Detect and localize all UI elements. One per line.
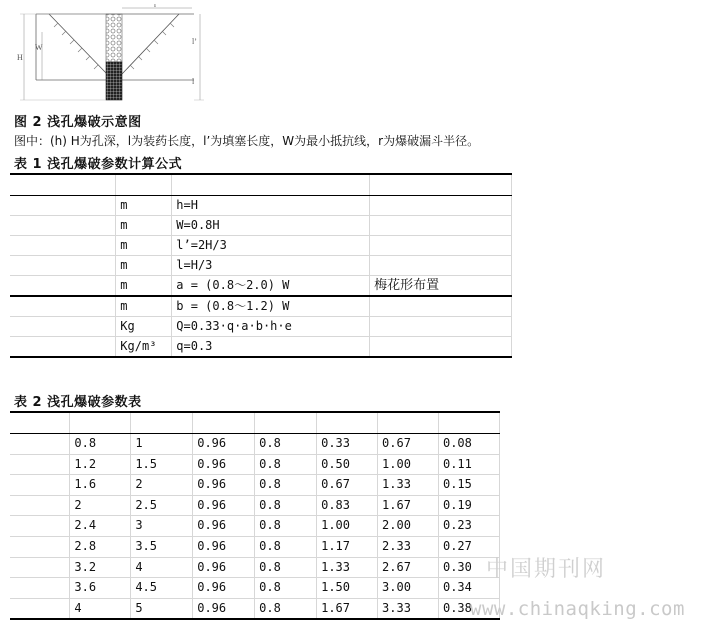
table-cell: 1.2 — [70, 454, 131, 475]
header-cell — [10, 412, 70, 434]
table-cell: 3.6 — [70, 578, 131, 599]
param-cell — [10, 196, 116, 216]
table-row — [10, 516, 500, 537]
formula-cell: Q=0.33·q·a·b·h·e — [172, 317, 370, 337]
table-row — [10, 495, 500, 516]
formula-cell: a = (0.8～2.0) W — [172, 276, 370, 297]
header-cell — [116, 174, 172, 196]
table-cell: 0.19 — [438, 495, 499, 516]
note-cell — [370, 256, 512, 276]
param-cell — [10, 296, 116, 317]
table-row — [10, 578, 500, 599]
table-cell: 2 — [70, 495, 131, 516]
table-cell: 1.5 — [131, 454, 193, 475]
table-cell: 0.96 — [193, 578, 255, 599]
hatch-right — [130, 23, 174, 69]
table-cell: 1.67 — [317, 598, 378, 619]
table-cell: 0.33 — [317, 434, 378, 455]
label-W: W — [35, 43, 43, 52]
table-cell: 0.83 — [317, 495, 378, 516]
header-cell — [10, 174, 116, 196]
table-cell: 1.00 — [317, 516, 378, 537]
unit-cell: m — [116, 296, 172, 317]
unit-cell: m — [116, 216, 172, 236]
table-cell: 0.15 — [438, 475, 499, 496]
formula-cell: l=H/3 — [172, 256, 370, 276]
table-row — [10, 434, 500, 455]
header-cell — [438, 412, 499, 434]
table-cell: 1.33 — [317, 557, 378, 578]
formula-table — [10, 173, 512, 358]
table-row — [10, 276, 512, 297]
table-cell: 0.8 — [255, 557, 317, 578]
label-H: H — [17, 53, 23, 62]
figure-title: 图 2 浅孔爆破示意图 — [14, 115, 142, 130]
note-cell — [370, 236, 512, 256]
table-cell: 0.96 — [193, 536, 255, 557]
header-cell — [378, 412, 439, 434]
table-row — [10, 557, 500, 578]
table-cell — [10, 557, 70, 578]
formula-cell: W=0.8H — [172, 216, 370, 236]
watermark-url: www.chinaqking.com — [470, 598, 685, 620]
table1-title: 表 1 浅孔爆破参数计算公式 — [14, 157, 183, 172]
table-cell: 0.8 — [255, 578, 317, 599]
note-cell: 梅花形布置 — [370, 276, 512, 297]
table-row — [10, 598, 500, 619]
table-cell — [10, 578, 70, 599]
stemming-section — [106, 14, 122, 62]
table-row — [10, 216, 512, 236]
blasting-diagram — [14, 4, 214, 102]
table-cell — [10, 598, 70, 619]
table-cell: 3 — [131, 516, 193, 537]
table-cell: 0.8 — [255, 536, 317, 557]
table-cell: 1.17 — [317, 536, 378, 557]
table2-body — [10, 434, 500, 620]
label-l: l — [192, 77, 195, 86]
table-cell: 0.8 — [255, 434, 317, 455]
watermark-logo-text: 中国期刊网 — [486, 557, 607, 582]
table2-title: 表 2 浅孔爆破参数表 — [14, 395, 142, 410]
charge-section — [106, 62, 122, 100]
table-cell: 5 — [131, 598, 193, 619]
table-cell: 0.67 — [378, 434, 439, 455]
table-cell: 2 — [131, 475, 193, 496]
formula-cell: l’=2H/3 — [172, 236, 370, 256]
note-cell — [370, 296, 512, 317]
table-cell — [10, 536, 70, 557]
table-cell: 0.8 — [255, 516, 317, 537]
table-cell — [10, 516, 70, 537]
header-cell — [255, 412, 317, 434]
label-r: r — [154, 4, 157, 9]
table-cell: 3.33 — [378, 598, 439, 619]
table-cell: 0.30 — [438, 557, 499, 578]
table-cell: 0.50 — [317, 454, 378, 475]
table-cell: 3.5 — [131, 536, 193, 557]
hatch-left — [54, 23, 98, 69]
table-cell: 1.33 — [378, 475, 439, 496]
formula-cell: q=0.3 — [172, 337, 370, 358]
table-row — [10, 296, 512, 317]
param-cell — [10, 276, 116, 297]
table-row — [10, 196, 512, 216]
table-cell: 0.34 — [438, 578, 499, 599]
table-cell: 2.67 — [378, 557, 439, 578]
table-cell: 0.96 — [193, 475, 255, 496]
table-cell: 0.8 — [70, 434, 131, 455]
table-cell: 3.2 — [70, 557, 131, 578]
table-cell: 1.6 — [70, 475, 131, 496]
table-cell — [10, 434, 70, 455]
unit-cell: m — [116, 276, 172, 297]
header-cell — [317, 412, 378, 434]
parameter-table — [10, 411, 500, 620]
table-cell: 0.08 — [438, 434, 499, 455]
note-cell — [370, 317, 512, 337]
param-cell — [10, 216, 116, 236]
funnel-right-line — [122, 14, 179, 74]
note-cell — [370, 196, 512, 216]
table-cell — [10, 475, 70, 496]
table-cell: 0.38 — [438, 598, 499, 619]
formula-cell: b = (0.8～1.2) W — [172, 296, 370, 317]
table-cell: 4 — [70, 598, 131, 619]
table-cell: 0.8 — [255, 495, 317, 516]
formula-cell: h=H — [172, 196, 370, 216]
table-row — [10, 337, 512, 358]
table-cell — [10, 495, 70, 516]
table-row — [10, 536, 500, 557]
table-cell: 1.50 — [317, 578, 378, 599]
unit-cell: Kg — [116, 317, 172, 337]
table-row — [10, 317, 512, 337]
table-cell: 1 — [131, 434, 193, 455]
table-cell: 0.96 — [193, 557, 255, 578]
header-cell — [370, 174, 512, 196]
table-header-row — [10, 174, 512, 196]
table-cell: 0.23 — [438, 516, 499, 537]
note-cell — [370, 216, 512, 236]
table-cell: 4 — [131, 557, 193, 578]
table-row — [10, 236, 512, 256]
header-cell — [193, 412, 255, 434]
table-cell: 2.33 — [378, 536, 439, 557]
unit-cell: m — [116, 236, 172, 256]
table-cell: 0.11 — [438, 454, 499, 475]
table-cell: 0.96 — [193, 495, 255, 516]
unit-cell: m — [116, 196, 172, 216]
param-cell — [10, 236, 116, 256]
table-cell: 2.5 — [131, 495, 193, 516]
table-row — [10, 256, 512, 276]
param-cell — [10, 317, 116, 337]
table-cell: 0.96 — [193, 598, 255, 619]
table-cell: 0.96 — [193, 516, 255, 537]
table-cell: 2.00 — [378, 516, 439, 537]
header-cell — [172, 174, 370, 196]
header-cell — [131, 412, 193, 434]
table-cell: 0.96 — [193, 454, 255, 475]
table-row — [10, 454, 500, 475]
table-cell: 0.8 — [255, 598, 317, 619]
label-l-prime: l’ — [192, 37, 197, 46]
table-cell: 0.8 — [255, 454, 317, 475]
table-cell: 1.67 — [378, 495, 439, 516]
figure-caption: 图中：(h) H为孔深，l为装药长度，l’为填塞长度，W为最小抵抗线，r为爆破漏斗半径。 — [14, 134, 480, 148]
table-row — [10, 475, 500, 496]
table-cell: 0.67 — [317, 475, 378, 496]
table-cell: 2.8 — [70, 536, 131, 557]
table-cell: 3.00 — [378, 578, 439, 599]
unit-cell: Kg/m³ — [116, 337, 172, 358]
table-cell: 0.96 — [193, 434, 255, 455]
param-cell — [10, 256, 116, 276]
table-cell — [10, 454, 70, 475]
header-cell — [70, 412, 131, 434]
table-cell: 1.00 — [378, 454, 439, 475]
note-cell — [370, 337, 512, 358]
param-cell — [10, 337, 116, 358]
table-cell: 0.27 — [438, 536, 499, 557]
unit-cell: m — [116, 256, 172, 276]
table-cell: 4.5 — [131, 578, 193, 599]
table-cell: 0.8 — [255, 475, 317, 496]
table-header-row — [10, 412, 500, 434]
table-cell: 2.4 — [70, 516, 131, 537]
